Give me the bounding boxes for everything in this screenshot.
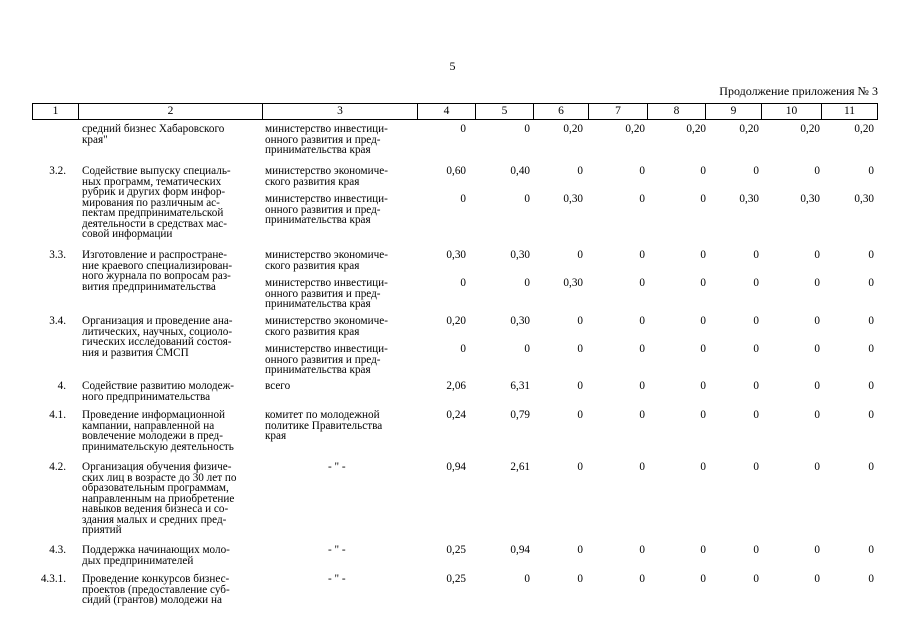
value-col-7: 0 <box>639 573 645 585</box>
value-col-11: 0,30 <box>854 193 874 205</box>
value-col-11: 0 <box>868 573 874 585</box>
table-header <box>32 103 878 120</box>
value-col-8: 0 <box>700 315 706 327</box>
value-col-9: 0 <box>753 544 759 556</box>
value-col-10: 0,30 <box>800 193 820 205</box>
value-col-11: 0 <box>868 315 874 327</box>
executor-name: министерство инвестици- онного развития и пред- принимательства края <box>265 123 388 156</box>
value-col-10: 0 <box>814 409 820 421</box>
value-col-4: 0 <box>460 277 466 289</box>
value-col-7: 0 <box>639 380 645 392</box>
value-col-11: 0 <box>868 380 874 392</box>
value-col-9: 0 <box>753 461 759 473</box>
executor-name: министерство экономиче- ского развития края <box>265 165 388 188</box>
row-description: средний бизнес Хабаровского края" <box>82 123 225 146</box>
row-description: Поддержка начинающих моло- дых предпринимателей <box>82 544 230 567</box>
row-number: 3.4. <box>49 315 66 327</box>
header-col-9: 9 <box>706 104 762 119</box>
row-description: Содействие развитию молодеж- ного предпринимательства <box>82 380 235 403</box>
value-col-4: 0,25 <box>446 573 466 585</box>
value-col-5: 0 <box>524 123 530 135</box>
header-col-6: 6 <box>534 104 589 119</box>
value-col-8: 0 <box>700 343 706 355</box>
value-col-5: 0 <box>524 277 530 289</box>
value-col-7: 0 <box>639 544 645 556</box>
value-col-4: 0,30 <box>446 249 466 261</box>
value-col-10: 0,20 <box>800 123 820 135</box>
value-col-8: 0 <box>700 277 706 289</box>
executor-name: министерство экономиче- ского развития края <box>265 249 388 272</box>
value-col-10: 0 <box>814 165 820 177</box>
value-col-6: 0 <box>577 249 583 261</box>
value-col-6: 0,20 <box>563 123 583 135</box>
value-col-8: 0 <box>700 461 706 473</box>
value-col-10: 0 <box>814 315 820 327</box>
row-description: Организация и проведение ана- литических, научных, социоло- гических исследований состоя- ния и развития СМСП <box>82 315 233 359</box>
executor-name: - " - <box>328 573 346 585</box>
continuation-caption: Продолжение приложения № 3 <box>719 84 878 98</box>
value-col-5: 0,79 <box>510 409 530 421</box>
value-col-9: 0 <box>753 573 759 585</box>
value-col-6: 0 <box>577 544 583 556</box>
row-description: Проведение конкурсов бизнес- проектов (предоставление суб- сидий (грантов) молодежи на <box>82 573 230 606</box>
row-description: Проведение информационной кампании, направленной на вовлечение молодежи в пред- принимательскую деятельность <box>82 409 234 453</box>
value-col-9: 0 <box>753 249 759 261</box>
value-col-5: 0,30 <box>510 249 530 261</box>
header-col-1: 1 <box>33 104 79 119</box>
header-col-10: 10 <box>762 104 822 119</box>
value-col-7: 0 <box>639 315 645 327</box>
value-col-11: 0,20 <box>854 123 874 135</box>
row-description: Организация обучения физиче- ских лиц в возрасте до 30 лет по образовательным программам, направленным на приобретение навыков ведения бизнеса и со- здания малых и средних пред- приятий <box>82 461 237 536</box>
value-col-6: 0,30 <box>563 193 583 205</box>
value-col-9: 0 <box>753 315 759 327</box>
value-col-4: 0,25 <box>446 544 466 556</box>
value-col-10: 0 <box>814 380 820 392</box>
header-col-3: 3 <box>263 104 418 119</box>
value-col-8: 0 <box>700 573 706 585</box>
value-col-4: 0 <box>460 343 466 355</box>
value-col-11: 0 <box>868 461 874 473</box>
header-col-11: 11 <box>843 105 856 117</box>
value-col-8: 0 <box>700 544 706 556</box>
value-col-10: 0 <box>814 343 820 355</box>
page-number: 5 <box>449 59 456 73</box>
row-number: 4. <box>57 380 66 392</box>
header-col-8: 8 <box>648 104 706 119</box>
value-col-8: 0 <box>700 380 706 392</box>
value-col-7: 0 <box>639 461 645 473</box>
value-col-7: 0 <box>639 409 645 421</box>
value-col-10: 0 <box>814 544 820 556</box>
value-col-5: 0 <box>524 343 530 355</box>
value-col-5: 0,94 <box>510 544 530 556</box>
value-col-6: 0 <box>577 461 583 473</box>
value-col-6: 0 <box>577 165 583 177</box>
value-col-11: 0 <box>868 165 874 177</box>
value-col-8: 0,20 <box>686 123 706 135</box>
value-col-9: 0 <box>753 277 759 289</box>
value-col-9: 0,20 <box>739 123 759 135</box>
value-col-4: 0 <box>460 123 466 135</box>
value-col-11: 0 <box>868 277 874 289</box>
executor-name: министерство инвестици- онного развития и пред- принимательства края <box>265 343 388 376</box>
executor-name: - " - <box>328 544 346 556</box>
value-col-5: 0,30 <box>510 315 530 327</box>
value-col-5: 0,40 <box>510 165 530 177</box>
value-col-5: 2,61 <box>510 461 530 473</box>
value-col-10: 0 <box>814 277 820 289</box>
value-col-7: 0 <box>639 193 645 205</box>
value-col-6: 0,30 <box>563 277 583 289</box>
value-col-11: 0 <box>868 343 874 355</box>
value-col-4: 0,60 <box>446 165 466 177</box>
row-number: 3.2. <box>49 165 66 177</box>
executor-name: комитет по молодежной политике Правительства края <box>265 409 383 442</box>
value-col-8: 0 <box>700 165 706 177</box>
header-col-2: 2 <box>79 104 263 119</box>
row-description: Изготовление и распростране- ние краевого специализирован- ного журнала по вопросам раз- вития предпринимательства <box>82 249 233 293</box>
executor-name: министерство экономиче- ского развития края <box>265 315 388 338</box>
executor-name: министерство инвестици- онного развития и пред- принимательства края <box>265 193 388 226</box>
value-col-8: 0 <box>700 193 706 205</box>
header-col-4: 4 <box>418 104 476 119</box>
row-number: 4.1. <box>49 409 66 421</box>
value-col-9: 0,30 <box>739 193 759 205</box>
executor-name: всего <box>265 380 291 392</box>
row-number: 4.3.1. <box>40 573 66 585</box>
value-col-10: 0 <box>814 249 820 261</box>
value-col-9: 0 <box>753 343 759 355</box>
value-col-7: 0 <box>639 343 645 355</box>
value-col-6: 0 <box>577 380 583 392</box>
value-col-7: 0,20 <box>625 123 645 135</box>
value-col-7: 0 <box>639 277 645 289</box>
value-col-8: 0 <box>700 249 706 261</box>
row-number: 4.2. <box>49 461 66 473</box>
value-col-5: 6,31 <box>510 380 530 392</box>
row-number: 4.3. <box>49 544 66 556</box>
value-col-6: 0 <box>577 573 583 585</box>
value-col-11: 0 <box>868 249 874 261</box>
executor-name: - " - <box>328 461 346 473</box>
row-description: Содействие выпуску специаль- ных программ, тематических рубрик и других форм инфор- мирования по различным ас- пектам предпринимательской деятельности в средствах мас- совой информации <box>82 165 231 240</box>
value-col-10: 0 <box>814 573 820 585</box>
value-col-9: 0 <box>753 380 759 392</box>
value-col-5: 0 <box>524 193 530 205</box>
header-col-7: 7 <box>589 104 648 119</box>
value-col-4: 0,94 <box>446 461 466 473</box>
executor-name: министерство инвестици- онного развития и пред- принимательства края <box>265 277 388 310</box>
value-col-6: 0 <box>577 343 583 355</box>
value-col-4: 0,24 <box>446 409 466 421</box>
value-col-10: 0 <box>814 461 820 473</box>
value-col-5: 0 <box>524 573 530 585</box>
value-col-9: 0 <box>753 409 759 421</box>
value-col-6: 0 <box>577 315 583 327</box>
value-col-4: 2,06 <box>446 380 466 392</box>
header-col-5: 5 <box>476 104 534 119</box>
value-col-4: 0 <box>460 193 466 205</box>
value-col-9: 0 <box>753 165 759 177</box>
value-col-7: 0 <box>639 249 645 261</box>
row-number: 3.3. <box>49 249 66 261</box>
value-col-8: 0 <box>700 409 706 421</box>
value-col-6: 0 <box>577 409 583 421</box>
value-col-7: 0 <box>639 165 645 177</box>
value-col-11: 0 <box>868 409 874 421</box>
value-col-4: 0,20 <box>446 315 466 327</box>
value-col-11: 0 <box>868 544 874 556</box>
